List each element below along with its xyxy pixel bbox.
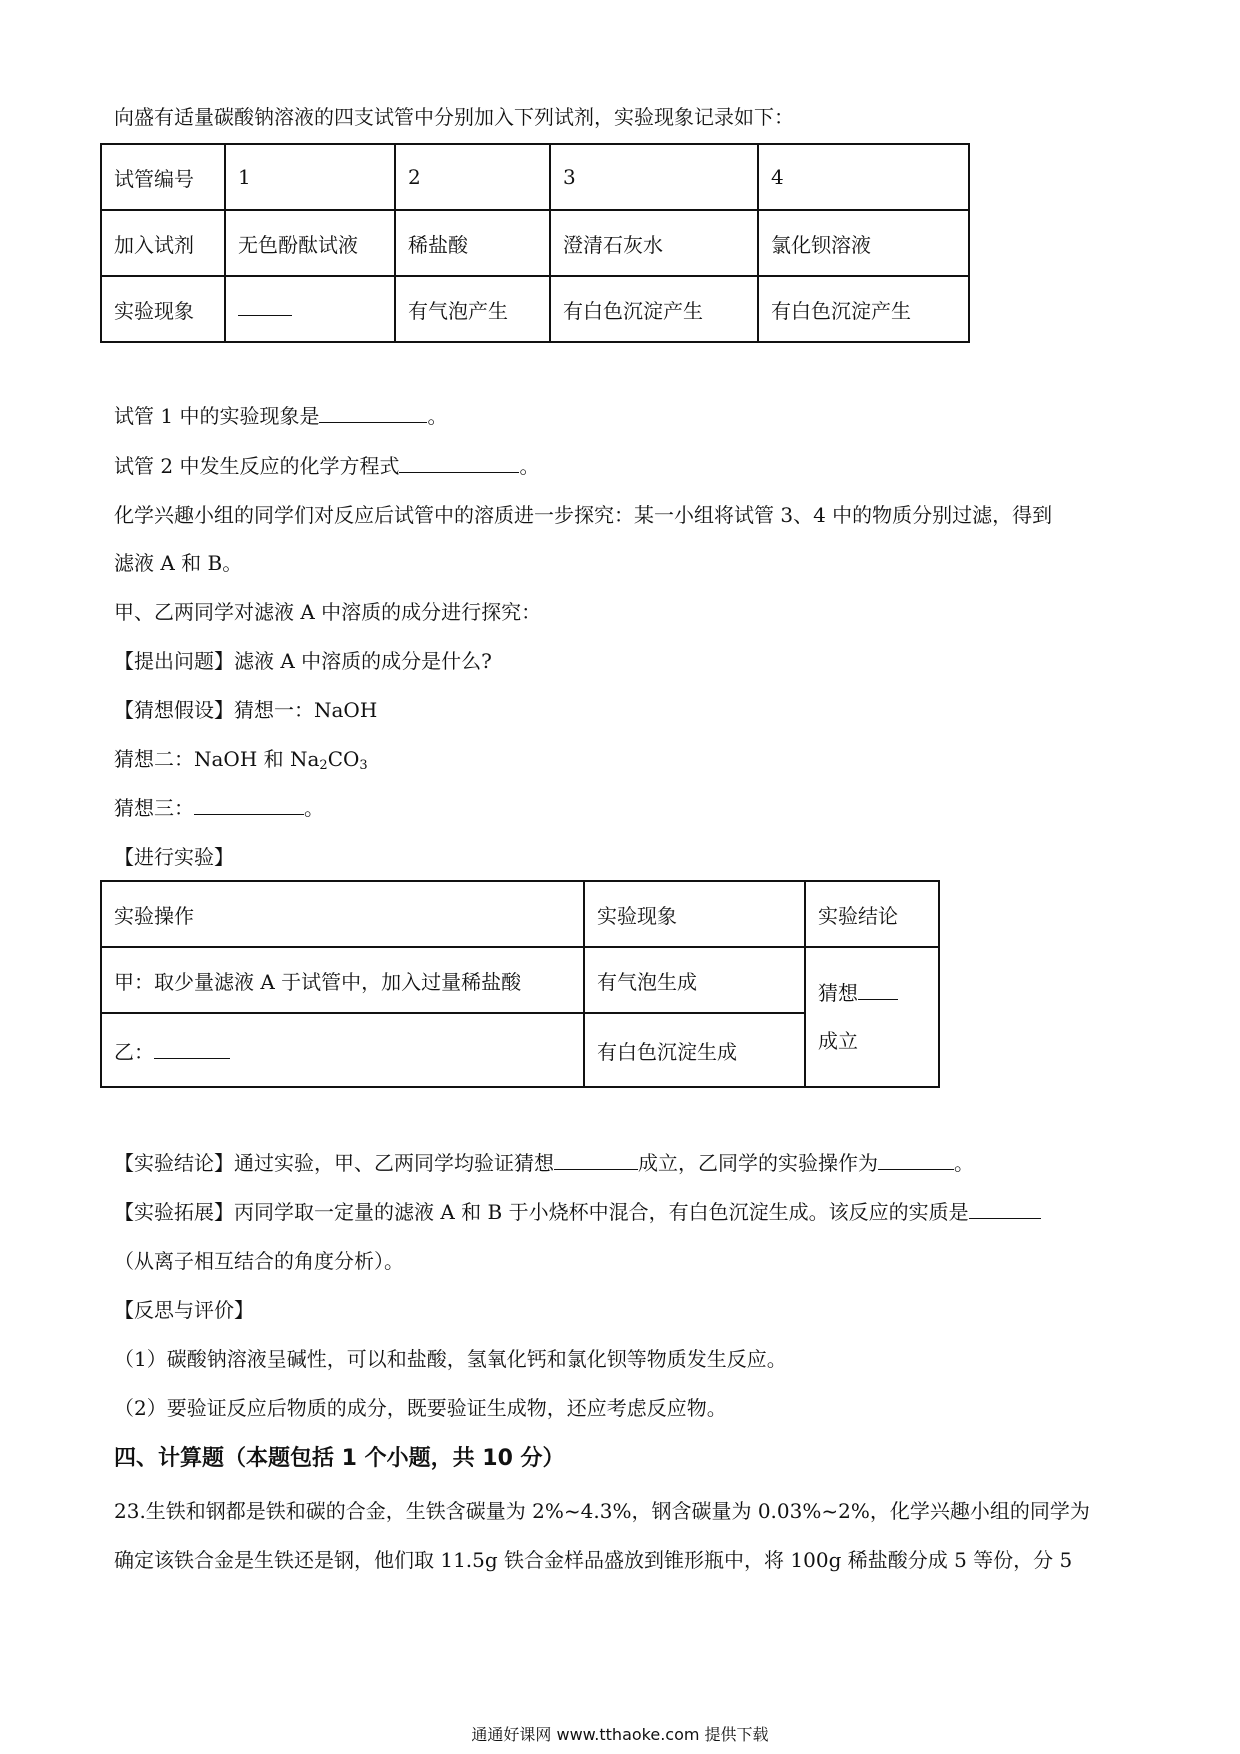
table-cell: 无色酚酞试液 [225,210,395,276]
table-header: 实验操作 [101,881,584,947]
hypothesis-1: 【猜想假设】猜想一：NaOH [114,698,378,722]
experiment-table [100,880,940,1088]
section-heading: 四、计算题（本题包括 1 个小题，共 10 分） [114,1446,565,1471]
reflection-1: （1）碳酸钠溶液呈碱性，可以和盐酸，氢氧化钙和氯化钡等物质发生反应。 [114,1347,787,1371]
answer-blank[interactable] [154,1040,230,1059]
table-row [101,144,969,210]
table-cell: 澄清石灰水 [550,210,758,276]
question-23-cont: 确定该铁合金是生铁还是钢，他们取 11.5g 铁合金样品盛放到锥形瓶中，将 100g 稀盐酸分成 5 等份，分 5 [114,1548,1073,1572]
extension-text: 【实验拓展】丙同学取一定量的滤液 A 和 B 于小烧杯中混合，有白色沉淀生成。该反应的实质是 [114,1198,1041,1226]
table-header: 实验现象 [584,881,805,947]
table-cell: 乙： [101,1013,584,1087]
intro-text: 向盛有适量碳酸钠溶液的四支试管中分别加入下列试剂，实验现象记录如下： [114,105,794,129]
answer-blank[interactable] [554,1151,638,1170]
hypothesis-3: 猜想三： 。 [114,796,324,820]
table-cell: 有气泡产生 [395,276,550,342]
table-cell: 加入试剂 [101,210,225,276]
hypothesis-2: 猜想二：NaOH 和 $Na_2CO_3$ [114,747,368,773]
question-1: 试管 1 中的实验现象是 。 [114,404,448,428]
table-row [101,947,939,1013]
answer-blank[interactable] [858,981,898,1000]
paragraph: 甲、乙两同学对滤液 A 中溶质的成分进行探究： [114,600,542,624]
table-cell: 有白色沉淀生成 [584,1013,805,1087]
answer-blank[interactable] [399,454,519,473]
answer-blank[interactable] [238,297,292,316]
table-cell: 1 [225,144,395,210]
section-label: 【反思与评价】 [114,1298,254,1322]
reagent-table [100,143,970,343]
table-cell: 有气泡生成 [584,947,805,1013]
table-row [101,210,969,276]
table-cell: 实验现象 [101,276,225,342]
answer-blank[interactable] [319,404,427,423]
question-23: 23.生铁和钢都是铁和碳的合金，生铁含碳量为 2%~4.3%，钢含碳量为 0.03%~2%，化学兴趣小组的同学为 [114,1499,1090,1523]
table-cell: 有白色沉淀产生 [550,276,758,342]
table-cell [225,276,395,342]
table-cell: 3 [550,144,758,210]
page-footer: 通通好课网 www.tthaoke.com 提供下载 [471,1725,769,1744]
table-row [101,881,939,947]
question-2: 试管 2 中发生反应的化学方程式 。 [114,454,540,478]
table-cell: 试管编号 [101,144,225,210]
extension-note: （从离子相互结合的角度分析）。 [114,1249,404,1273]
table-cell: 甲：取少量滤液 A 于试管中，加入过量稀盐酸 [101,947,584,1013]
question-prompt: 【提出问题】滤液 A 中溶质的成分是什么? [114,649,492,673]
answer-blank[interactable] [878,1151,954,1170]
table-row [101,276,969,342]
reflection-2: （2）要验证反应后物质的成分，既要验证生成物，还应考虑反应物。 [114,1396,727,1420]
table-cell: 4 [758,144,969,210]
answer-blank[interactable] [969,1200,1041,1219]
paragraph: 化学兴趣小组的同学们对反应后试管中的溶质进一步探究：某一小组将试管 3、4 中的物质分别过滤，得到 [114,503,1053,527]
section-label: 【进行实验】 [114,845,234,869]
answer-blank[interactable] [194,796,304,815]
table-cell: 氯化钡溶液 [758,210,969,276]
paragraph: 滤液 A 和 B。 [114,551,243,575]
table-cell: 稀盐酸 [395,210,550,276]
conclusion-text: 【实验结论】通过实验，甲、乙两同学均验证猜想 成立，乙同学的实验操作为 。 [114,1151,974,1175]
table-header: 实验结论 [805,881,939,947]
conclusion-cell: 猜想 成立 [805,947,939,1087]
table-cell: 有白色沉淀产生 [758,276,969,342]
table-cell: 2 [395,144,550,210]
